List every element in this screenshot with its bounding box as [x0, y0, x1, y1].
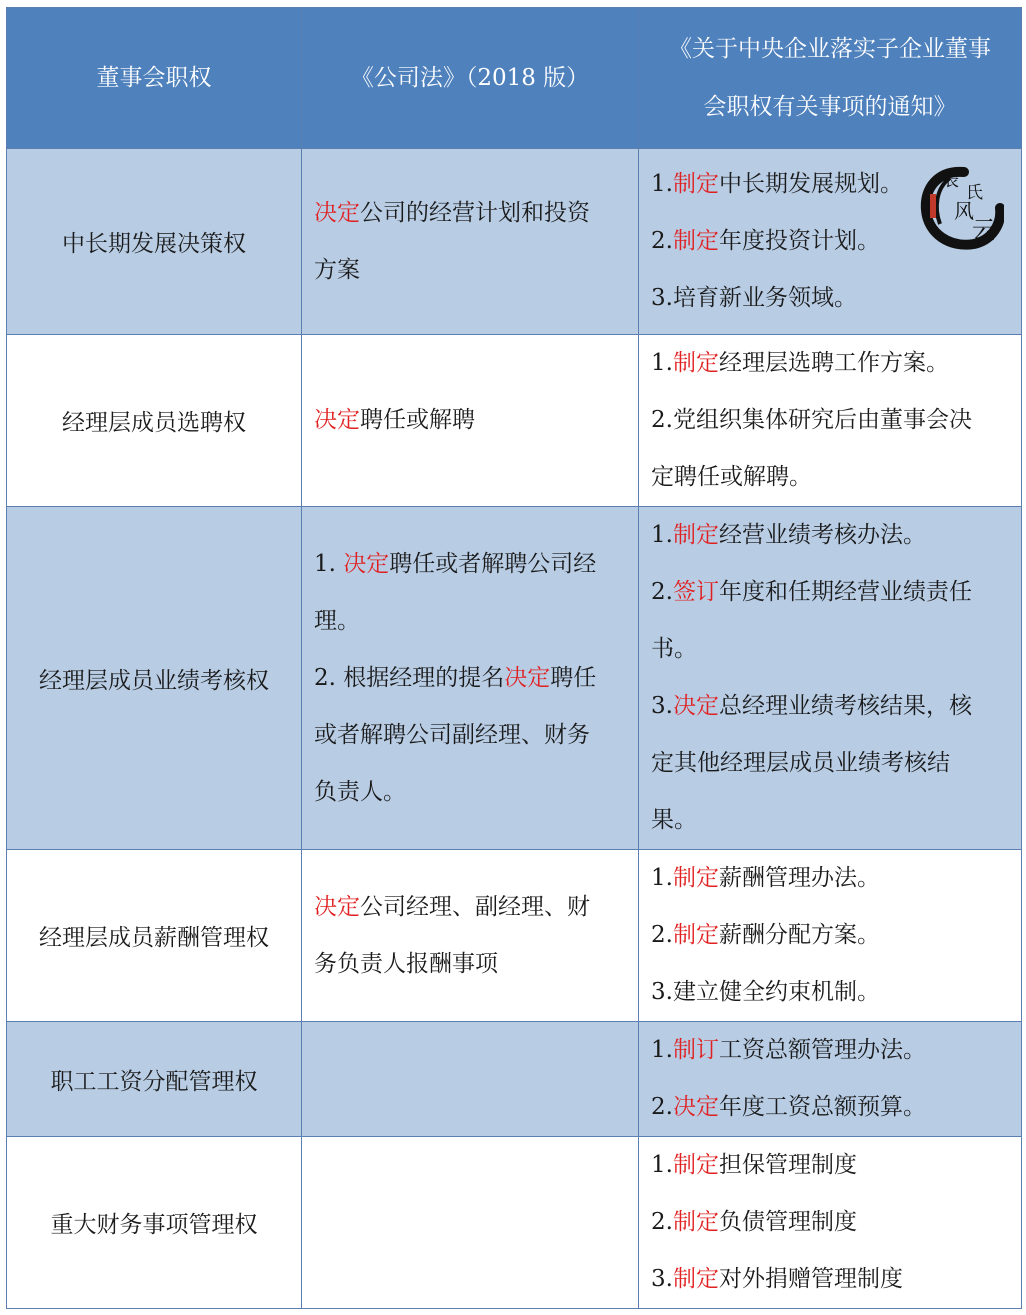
power-cell: 中长期发展决策权 — [7, 149, 302, 335]
law-line — [314, 707, 626, 764]
law-line — [314, 650, 626, 707]
notice-text: 果。 — [651, 807, 697, 833]
table-row — [7, 335, 1022, 507]
notice-number: 3. — [651, 1266, 673, 1292]
law-cell — [302, 1022, 639, 1137]
header-col-notice-line: 《关于中央企业落实子企业董事 — [669, 36, 991, 62]
power-cell: 职工工资分配管理权 — [7, 1022, 302, 1137]
table-header-row — [7, 8, 1022, 149]
notice-number: 1. — [651, 1037, 673, 1063]
notice-line — [651, 792, 1009, 849]
seal-char: 云 — [972, 216, 996, 244]
notice-text: 薪酬管理办法。 — [718, 865, 880, 891]
law-text: 公司经理、副经理、财 — [360, 893, 590, 920]
law-line — [314, 764, 626, 821]
notice-text: 工资总额管理办法。 — [718, 1037, 926, 1063]
law-text: 理。 — [314, 607, 360, 634]
notice-text: 定其他经理层成员业绩考核结 — [651, 750, 950, 776]
law-text: 聘任或者解聘公司经 — [389, 550, 597, 577]
seal-char: 辰 — [942, 171, 959, 191]
notice-number: 2. — [651, 922, 673, 948]
power-cell: 经理层成员选聘权 — [7, 335, 302, 507]
law-text: 公司的经营计划和投资 — [360, 199, 590, 226]
notice-keyword: 制定 — [672, 350, 719, 376]
notice-keyword: 制定 — [672, 1266, 719, 1292]
notice-line — [651, 907, 1009, 964]
notice-number: 2. — [651, 407, 673, 433]
notice-text: 负债管理制度 — [718, 1209, 857, 1235]
notice-line — [651, 449, 1009, 506]
notice-keyword: 决定 — [672, 1094, 719, 1120]
notice-text: 总经理业绩考核结果，核 — [718, 693, 972, 719]
notice-text: 建立健全约束机制。 — [672, 979, 880, 1005]
header-col-law: 《公司法》（2018 版） — [302, 8, 639, 149]
notice-line — [651, 621, 1009, 678]
law-line — [314, 185, 626, 242]
notice-number: 1. — [651, 865, 673, 891]
notice-line — [651, 1137, 1009, 1194]
notice-text: 党组织集体研究后由董事会决 — [672, 407, 972, 433]
notice-text: 经理层选聘工作方案。 — [718, 350, 949, 376]
law-text: 方案 — [314, 256, 360, 283]
notice-keyword: 制定 — [672, 865, 719, 891]
notice-text: 经营业绩考核办法。 — [718, 522, 926, 548]
notice-line — [651, 507, 1009, 564]
notice-number: 3. — [651, 285, 673, 311]
notice-keyword: 制定 — [672, 522, 719, 548]
notice-keyword: 制定 — [672, 922, 719, 948]
notice-cell — [639, 1022, 1022, 1137]
notice-cell — [639, 1137, 1022, 1309]
law-cell — [302, 335, 639, 507]
notice-line — [651, 335, 1009, 392]
notice-keyword: 签订 — [672, 579, 719, 605]
seal-char: 氏 — [966, 183, 983, 203]
law-cell — [302, 1137, 639, 1309]
power-cell: 经理层成员业绩考核权 — [7, 507, 302, 850]
notice-text: 中长期发展规划。 — [718, 171, 903, 197]
law-line — [314, 936, 626, 993]
law-text: 聘任或解聘 — [360, 407, 475, 433]
law-cell — [302, 507, 639, 850]
law-keyword: 决定 — [314, 893, 360, 920]
notice-text: 年度投资计划。 — [718, 228, 880, 254]
notice-keyword: 制定 — [672, 171, 719, 197]
header-col-power: 董事会职权 — [7, 8, 302, 149]
notice-line — [651, 850, 1009, 907]
law-cell — [302, 850, 639, 1022]
notice-text: 薪酬分配方案。 — [718, 922, 880, 948]
law-line — [314, 536, 626, 593]
notice-number: 1. — [651, 350, 673, 376]
seal-watermark-icon — [920, 158, 1004, 252]
notice-number: 3. — [651, 693, 673, 719]
law-text: 或者解聘公司副经理、财务 — [314, 721, 590, 748]
notice-number: 1. — [651, 522, 673, 548]
seal-char: 风 — [954, 199, 974, 223]
notice-line — [651, 392, 1009, 449]
notice-line — [651, 270, 1009, 327]
notice-line — [651, 564, 1009, 621]
notice-keyword: 制定 — [672, 228, 719, 254]
notice-text: 担保管理制度 — [718, 1152, 857, 1178]
notice-number: 1. — [651, 1152, 673, 1178]
notice-text: 年度工资总额预算。 — [718, 1094, 926, 1120]
table-row — [7, 1022, 1022, 1137]
table-row — [7, 507, 1022, 850]
law-line — [314, 392, 626, 449]
notice-number: 3. — [651, 979, 673, 1005]
powers-table — [6, 7, 1022, 1309]
law-text: 聘任 — [550, 664, 597, 691]
notice-line — [651, 1194, 1009, 1251]
notice-line — [651, 964, 1009, 1021]
notice-line — [651, 1251, 1009, 1308]
law-keyword: 决定 — [314, 199, 360, 226]
notice-number: 2. — [651, 1094, 673, 1120]
notice-text: 定聘任或解聘。 — [651, 464, 812, 490]
notice-line — [651, 1079, 1009, 1136]
notice-cell — [639, 335, 1022, 507]
notice-line — [651, 678, 1009, 735]
notice-keyword: 制定 — [672, 1152, 719, 1178]
notice-keyword: 决定 — [672, 693, 719, 719]
law-keyword: 决定 — [504, 664, 551, 691]
notice-keyword: 制订 — [672, 1037, 719, 1063]
notice-cell — [639, 507, 1022, 850]
law-line — [314, 879, 626, 936]
notice-number: 2. — [651, 228, 673, 254]
law-keyword: 决定 — [343, 550, 390, 577]
notice-number: 2. — [651, 1209, 673, 1235]
law-line-prefix: 2. 根据经理的提名 — [314, 664, 505, 691]
notice-text: 年度和任期经营业绩责任 — [718, 579, 972, 605]
notice-keyword: 制定 — [672, 1209, 719, 1235]
notice-line — [651, 1022, 1009, 1079]
power-cell: 经理层成员薪酬管理权 — [7, 850, 302, 1022]
law-text: 务负责人报酬事项 — [314, 950, 498, 977]
table-row — [7, 850, 1022, 1022]
notice-text: 培育新业务领域。 — [672, 285, 857, 311]
notice-number: 1. — [651, 171, 673, 197]
notice-line — [651, 735, 1009, 792]
table-row — [7, 1137, 1022, 1309]
law-line-prefix: 1. — [314, 550, 344, 577]
header-col-notice-line: 会职权有关事项的通知》 — [703, 94, 957, 120]
law-cell — [302, 149, 639, 335]
law-text: 负责人。 — [314, 778, 406, 805]
table-row — [7, 149, 1022, 335]
header-col-notice — [639, 8, 1022, 149]
law-line — [314, 593, 626, 650]
notice-cell — [639, 850, 1022, 1022]
law-line — [314, 242, 626, 299]
notice-text: 书。 — [651, 636, 697, 662]
power-cell: 重大财务事项管理权 — [7, 1137, 302, 1309]
law-keyword: 决定 — [314, 407, 360, 433]
notice-text: 对外捐赠管理制度 — [718, 1266, 903, 1292]
notice-number: 2. — [651, 579, 673, 605]
